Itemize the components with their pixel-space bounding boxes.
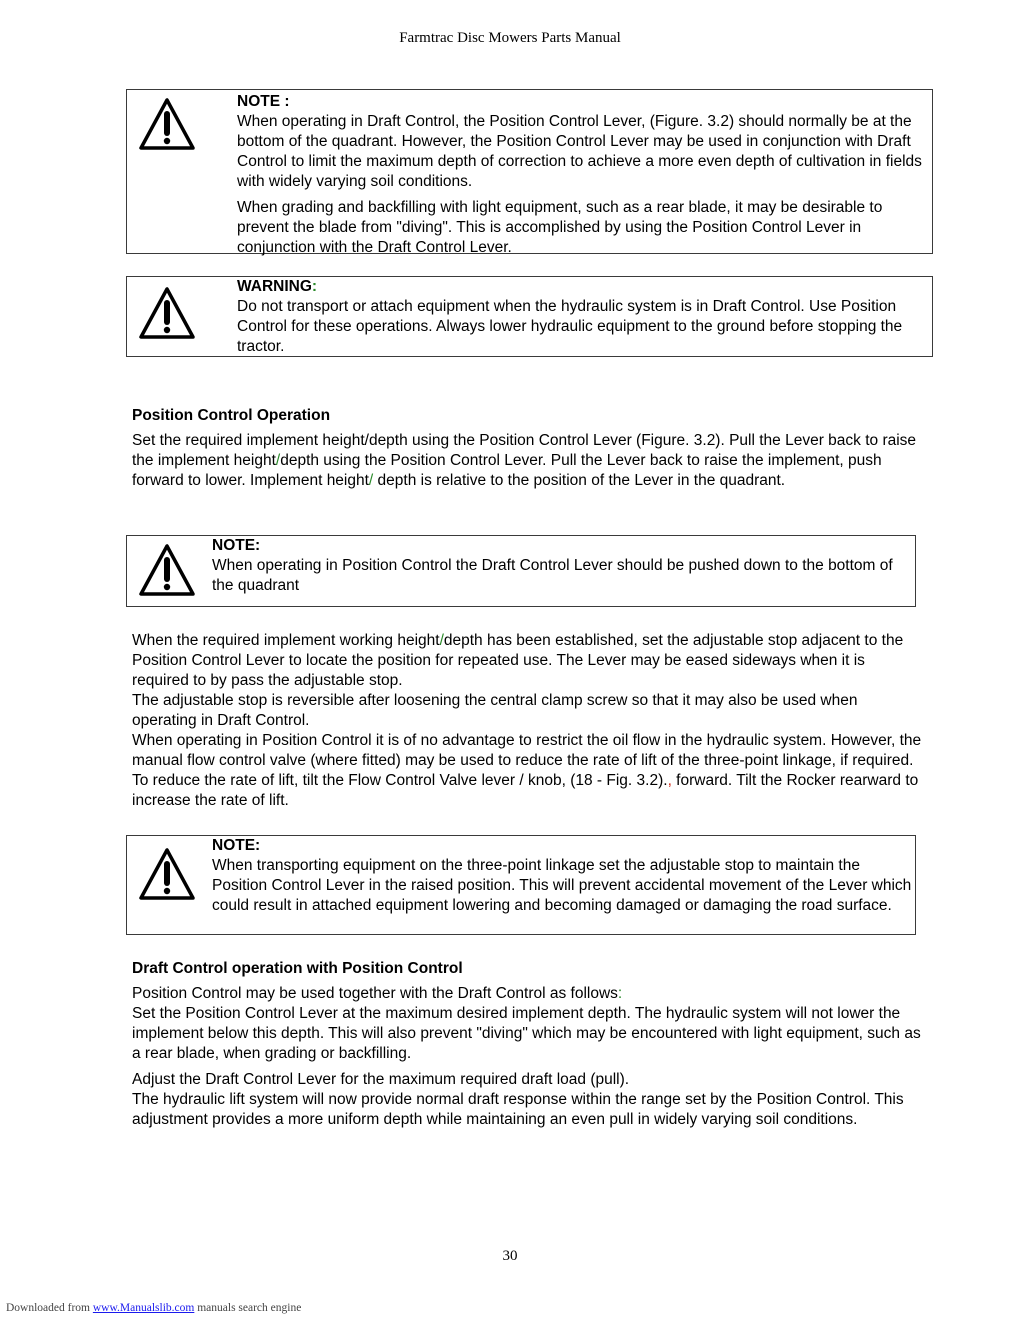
note-paragraph: When grading and backfilling with light equipment, such as a rear blade, it may be desirable to prevent the blade from "diving". This is accomplished by using the Position Control Lever in conjunction with the Draft Control Lever. [237,199,883,256]
note-box-draft-control [126,89,933,254]
section-paragraph: Set the required implement height/depth using the Position Control Lever (Figure. 3.2). Pull the Lever back to raise the implement height/depth using the Position Control Lever. Pull the Lever back to raise the implement, push forward to lower. Implement height/ depth is relative to the position of the Lever in the quadrant. [132,432,917,489]
section-paragraph: When the required implement working height/depth has been established, set the adjustable stop adjacent to the Position Control Lever to locate the position for repeated use. The Lever may be eased sideways when it is required to by pass the adjustable stop. [132,632,904,689]
note-paragraph: When operating in Draft Control, the Position Control Lever, (Figure. 3.2) should normally be at the bottom of the quadrant. However, the Position Control Lever may be used in conjunction with Draft Control to limit the maximum depth of correction to achieve a more even depth of cultivation in fields with widely varying soil conditions. [237,113,922,190]
note-paragraph: When operating in Position Control the Draft Control Lever should be pushed down to the bottom of the quadrant [212,557,893,594]
note-title: NOTE: [212,537,261,554]
warning-paragraph: Do not transport or attach equipment when the hydraulic system is in Draft Control. Use Position Control for these operations. Always lower hydraulic equipment to the ground before stopping the tractor. [237,298,903,355]
warning-box [126,276,933,357]
download-footer [6,1298,301,1318]
warning-triangle-icon [135,844,199,902]
section-draft-with-position [132,959,922,1130]
warning-triangle-icon [135,540,199,598]
note-box-transport [126,835,916,935]
footer-prefix: Downloaded from [6,1302,93,1314]
note-paragraph: When transporting equipment on the three-point linkage set the adjustable stop to maintain the Position Control Lever in the raised position. This will prevent accidental movement of the Lever which could result in attached equipment lowering and becoming damaged or damaging the road surface. [212,857,912,914]
section-paragraph: The hydraulic lift system will now provide normal draft response within the range set by the Position Control. This adjustment provides a more uniform depth while maintaining an even pull in widely varying soil conditions. [132,1091,904,1128]
page-number: 30 [502,1248,518,1264]
section-heading: Position Control Operation [132,407,331,424]
manualslib-link[interactable]: www.Manualslib.com [92,1302,195,1314]
footer-suffix: manuals search engine [194,1302,302,1314]
section-paragraph: The adjustable stop is reversible after loosening the central clamp screw so that it may also be used when operating in Draft Control. [132,692,858,729]
section-paragraph: Position Control may be used together with the Draft Control as follows: [132,985,623,1002]
section-paragraph: Adjust the Draft Control Lever for the maximum required draft load (pull). [132,1071,630,1088]
section-position-control [132,406,922,491]
section-paragraph: When operating in Position Control it is of no advantage to restrict the oil flow in the hydraulic system. However, the manual flow control valve (where fitted) may be used to reduce the rate of lift of the three-point linkage, if required. To reduce the rate of lift, tilt the Flow Control Valve lever / knob, (18 - Fig. 3.2)., forward. Tilt the Rocker rearward to increase the rate of lift. [132,732,922,809]
section-heading: Draft Control operation with Position Control [132,960,463,977]
warning-triangle-icon [135,283,199,341]
running-header: Farmtrac Disc Mowers Parts Manual [399,30,621,46]
note-box-position-control [126,535,916,607]
warning-title: WARNING: [237,278,318,295]
warning-triangle-icon [135,94,199,152]
note-title: NOTE : [237,93,290,110]
section-paragraph: Set the Position Control Lever at the maximum desired implement depth. The hydraulic system will not lower the implement below this depth. This will also prevent "diving" which may be encountered with light equipment, such as a rear blade, when grading or backfilling. [132,1005,921,1062]
note-title: NOTE: [212,837,261,854]
section-adjustable-stop [132,631,922,811]
